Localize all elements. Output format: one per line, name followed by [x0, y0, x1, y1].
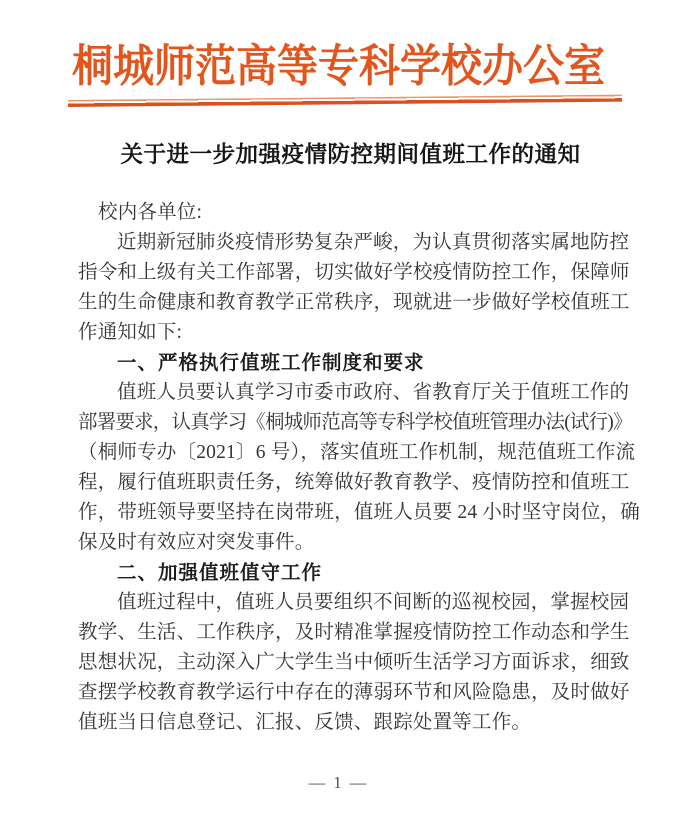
paragraph-line: 查摆学校教育教学运行中存在的薄弱环节和风险隐患，及时做好	[78, 682, 630, 703]
paragraph-line: 指令和上级有关工作部署，切实做好学校疫情防控工作，保障师	[78, 262, 630, 283]
document-title: 关于进一步加强疫情防控期间值班工作的通知	[120, 142, 581, 167]
paragraph-line: （桐师专办〔2021〕6 号），落实值班工作机制，规范值班工作流	[78, 442, 636, 463]
paragraph-line: 值班当日信息登记、汇报、反馈、跟踪处置等工作。	[78, 712, 532, 733]
paragraph-line: 保及时有效应对突发事件。	[78, 532, 315, 553]
paragraph-line: 教学、生活、工作秩序，及时精准掌握疫情防控工作动态和学生	[78, 622, 630, 643]
page-number: — 1 —	[308, 773, 369, 792]
document-body	[78, 198, 640, 738]
paragraph-line: 生的生命健康和教育教学正常秩序，现就进一步做好学校值班工	[78, 292, 630, 313]
section-heading-2: 二、加强值班值守工作	[117, 562, 323, 584]
letterhead-divider-rule	[68, 95, 622, 107]
paragraph-line: 作通知如下:	[78, 322, 183, 343]
paragraph-line: 值班人员要认真学习市委市政府、省教育厅关于值班工作的	[117, 382, 630, 403]
letterhead-org-name: 桐城师范高等专科学校办公室	[72, 40, 605, 91]
paragraph-line: 近期新冠肺炎疫情形势复杂严峻，为认真贯彻落实属地防控	[117, 232, 630, 253]
paragraph-line: 作，带班领导要坚持在岗带班，值班人员要 24 小时坚守岗位，确	[78, 502, 640, 523]
paragraph-line: 部署要求，认真学习《桐城师范高等专科学校值班管理办法(试行)》	[78, 412, 632, 433]
salutation: 校内各单位:	[98, 202, 203, 223]
section-heading-1: 一、严格执行值班工作制度和要求	[117, 352, 425, 374]
paragraph-line: 程，履行值班职责任务，统筹做好教育教学、疫情防控和值班工	[78, 472, 630, 493]
paragraph-line: 思想状况，主动深入广大学生当中倾听生活学习方面诉求，细致	[78, 652, 630, 673]
paragraph-line: 值班过程中，值班人员要组织不间断的巡视校园，掌握校园	[117, 592, 630, 613]
